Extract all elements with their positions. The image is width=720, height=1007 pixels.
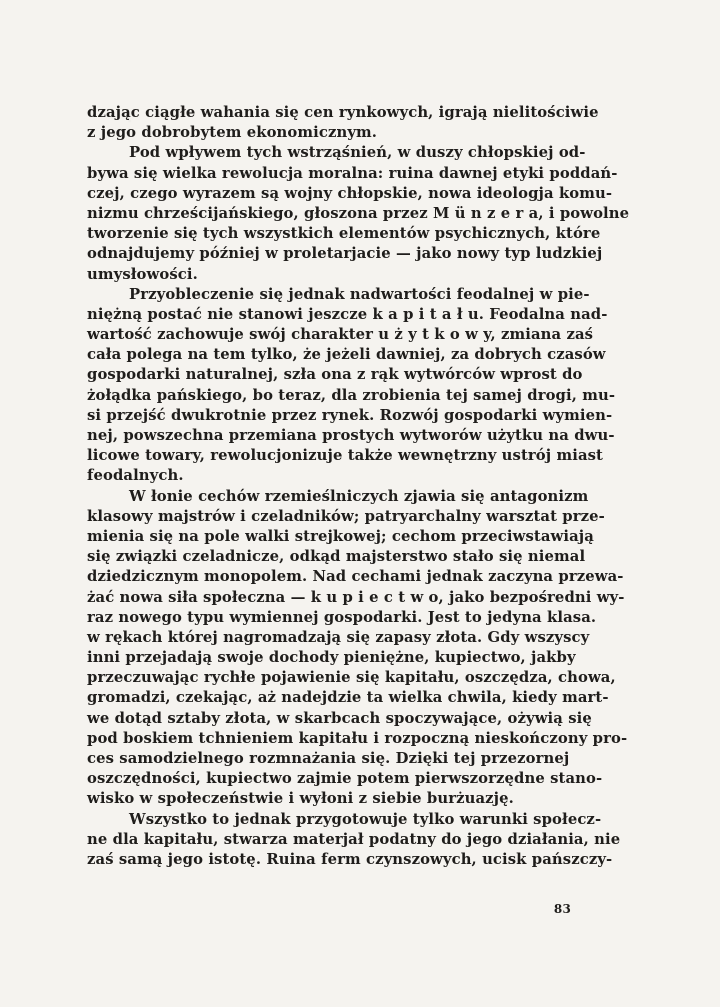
text-line: W łonie cechów rzemieślniczych zjawia się antagonizm: [129, 487, 589, 505]
page-number: 83: [553, 902, 571, 916]
text-line: licowe towary, rewolucjonizuje także wewnętrzny ustrój miast: [87, 447, 603, 465]
text-line: w rękach której nagromadzają się zapasy złota. Gdy wszyscy: [87, 628, 590, 646]
text-line: Pod wpływem tych wstrząśnień, w duszy chłopskiej od-: [129, 144, 586, 162]
text-line: zaś samą jego istotę. Ruina ferm czynszowych, ucisk pańszczy-: [87, 850, 613, 868]
text-line: niężną postać nie stanowi jeszcze k a p i t a ł u. Feodalna nad-: [87, 305, 608, 323]
text-line: Przyobleczenie się jednak nadwartości feodalnej w pie-: [129, 285, 590, 303]
text-line: z jego dobrobytem ekonomicznym.: [87, 124, 378, 142]
text-line: żać nowa siła społeczna — k u p i e c t w o, jako bezpośredni wy-: [87, 588, 625, 606]
text-line: gromadzi, czekając, aż nadejdzie ta wielka chwila, kiedy mart-: [87, 689, 609, 707]
text-line: pod boskiem tchnieniem kapitału i rozpoczną nieskończony pro-: [87, 729, 628, 747]
text-line: raz nowego typu wymiennej gospodarki. Jest to jedyna klasa.: [87, 608, 597, 626]
text-line: dzając ciągłe wahania się cen rynkowych, igrają nielitościwie: [87, 104, 599, 121]
text-line: odnajdujemy później w proletarjacie — jako nowy typ ludzkiej: [87, 245, 603, 263]
text-line: si przejść dwukrotnie przez rynek. Rozwój gospodarki wymien-: [87, 406, 613, 424]
text-line: inni przejadają swoje dochody pieniężne, kupiectwo, jakby: [87, 649, 576, 667]
text-line: tworzenie się tych wszystkich elementów psychicznych, które: [87, 225, 601, 243]
text-line: wisko w społeczeństwie i wyłoni z siebie burżuazję.: [87, 790, 514, 808]
text-line: nej, powszechna przemiana prostych wytworów użytku na dwu-: [87, 427, 615, 444]
text-line: nizmu chrześcijańskiego, głoszona przez M ü n z e r a, i powolne: [87, 204, 630, 222]
body-text: [87, 103, 630, 870]
text-line: przeczuwając rychłe pojawienie się kapitału, oszczędza, chowa,: [87, 669, 616, 687]
text-line: oszczędności, kupiectwo zajmie potem pierwszorzędne stano-: [87, 770, 603, 788]
text-line: Wszystko to jednak przygotowuje tylko warunki społecz-: [129, 810, 602, 828]
text-line: się związki czeladnicze, odkąd majsterstwo stało się niemal: [87, 548, 586, 566]
text-line: mienia się na pole walki strejkowej; cechom przeciwstawiają: [87, 527, 594, 545]
text-line: ne dla kapitału, stwarza materjał podatny do jego działania, nie: [87, 830, 621, 848]
text-line: feodalnych.: [87, 467, 184, 485]
text-line: gospodarki naturalnej, szła ona z rąk wytwórców wprost do: [87, 366, 583, 384]
text-line: ces samodzielnego rozmnażania się. Dzięki tej przezornej: [87, 750, 570, 767]
text-line: dziedzicznym monopolem. Nad cechami jednak zaczyna przewa-: [87, 568, 624, 586]
text-line: we dotąd sztaby złota, w skarbcach spoczywające, ożywią się: [87, 709, 592, 727]
text-line: bywa się wielka rewolucja moralna: ruina dawnej etyki poddań-: [87, 164, 618, 182]
text-line: żołądka pańskiego, bo teraz, dla zrobienia tej samej drogi, mu-: [87, 386, 616, 404]
text-line: umysłowości.: [87, 265, 198, 283]
text-line: klasowy majstrów i czeladników; patryarchalny warsztat prze-: [87, 507, 605, 525]
text-line: wartość zachowuje swój charakter u ż y t k o w y, zmiana zaś: [87, 326, 594, 344]
text-line: cała polega na tem tylko, że jeżeli dawniej, za dobrych czasów: [87, 346, 606, 364]
text-line: czej, czego wyrazem są wojny chłopskie, nowa ideologja komu-: [87, 184, 613, 202]
